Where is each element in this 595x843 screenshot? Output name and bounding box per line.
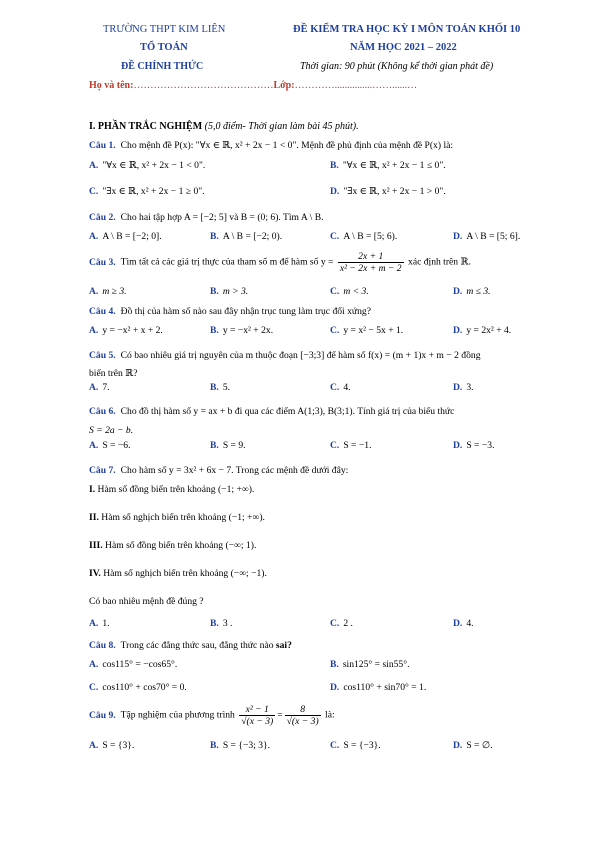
text-span: m ≤ 3.: [466, 286, 491, 297]
text-span: A \ B = [5; 6].: [466, 231, 521, 242]
text-span: Câu 7.: [89, 465, 116, 476]
text-span: S = −3.: [466, 440, 495, 451]
q8-option-b: [330, 659, 409, 670]
text-span: D.: [453, 440, 463, 451]
q2-option-c: [330, 231, 397, 242]
text-span: A.: [89, 325, 99, 336]
text-span: S = −6.: [102, 440, 131, 451]
text-span: xác định trên ℝ.: [408, 256, 471, 268]
text-span: S = {−3}.: [343, 740, 381, 751]
text-span: I.: [89, 484, 96, 495]
text-span: Có bao nhiêu giá trị nguyên của m thuộc đoạn [−3;3] để hàm số f(x) = (m + 1)x + m − 2 đồng: [120, 350, 481, 361]
official-label: ĐỀ CHÍNH THỨC: [121, 61, 204, 72]
text-span: IV.: [89, 568, 101, 579]
q3-option-d: [453, 286, 491, 297]
text-span: D.: [453, 382, 463, 393]
q7-option-d: [453, 618, 474, 629]
name-label: Họ và tên:: [89, 80, 134, 91]
text-span: B.: [210, 382, 219, 393]
text-span: √(x − 3): [286, 716, 319, 727]
q2-option-b: [210, 231, 282, 242]
text-span: Hàm số nghịch biến trên khoảng (−1; +∞).: [101, 512, 265, 523]
text-span: A.: [89, 659, 99, 670]
school-year: NĂM HỌC 2021 – 2022: [350, 42, 457, 53]
text-span: S = ∅.: [466, 740, 493, 751]
text-span: "∀x ∈ ℝ, x² + 2x − 1 ≤ 0".: [342, 160, 446, 171]
question-2: [89, 212, 324, 223]
text-span: B.: [330, 659, 339, 670]
q9-option-d: [453, 740, 493, 751]
text-span: C.: [89, 186, 99, 197]
text-span: C.: [330, 382, 340, 393]
q4-option-c: [330, 325, 403, 336]
text-span: C.: [330, 740, 340, 751]
text-span: Cho hàm số y = 3x² + 6x − 7. Trong các mệnh đề dưới đây:: [120, 465, 349, 476]
q4-option-d: [453, 325, 511, 336]
text-span: D.: [453, 325, 463, 336]
text-span: D.: [453, 740, 463, 751]
q5-option-d: [453, 382, 474, 393]
question-1: [89, 140, 453, 151]
q2-option-a: [89, 231, 162, 242]
text-span: 2 .: [343, 618, 353, 629]
text-span: D.: [453, 231, 463, 242]
q9-fraction-right: [285, 704, 321, 727]
text-span: C.: [330, 231, 340, 242]
q4-option-a: [89, 325, 163, 336]
text-span: B.: [210, 231, 219, 242]
q9-option-b: [210, 740, 270, 751]
text-span: Cho hai tập hợp A = [−2; 5] và B = (0; 6). Tìm A \ B.: [120, 212, 324, 223]
text-span: 4.: [466, 618, 474, 629]
text-span: 8: [285, 704, 321, 716]
text-span: m > 3.: [222, 286, 249, 297]
q8-option-a: [89, 659, 177, 670]
text-span: A.: [89, 618, 99, 629]
text-span: 1.: [102, 618, 110, 629]
q3-fraction: [338, 251, 404, 274]
text-span: y = 2x² + 4.: [466, 325, 512, 336]
q9-option-c: [330, 740, 381, 751]
q3-option-a: [89, 286, 127, 297]
text-span: cos115° = −cos65°.: [102, 659, 178, 670]
q7-statement-3: [89, 540, 256, 551]
q3-option-b: [210, 286, 248, 297]
text-span: Câu 2.: [89, 212, 116, 223]
q1-option-b: [330, 160, 446, 171]
question-4: [89, 306, 371, 317]
q4-option-b: [210, 325, 273, 336]
text-span: B.: [210, 286, 219, 297]
q6-option-d: [453, 440, 494, 451]
text-span: A.: [89, 231, 99, 242]
question-3: [89, 251, 471, 274]
question-text: Cho mệnh đề P(x): "∀x ∈ ℝ, x² + 2x − 1 < 0". Mệnh đề phủ định của mệnh đề P(x) là:: [120, 140, 454, 151]
text-span: A.: [89, 740, 99, 751]
department-name: TỔ TOÁN: [140, 42, 188, 53]
text-span: B.: [210, 618, 219, 629]
text-span: Hàm số đồng biến trên khoảng (−1; +∞).: [97, 484, 255, 495]
q9-fraction-left: [239, 704, 275, 727]
question-5-line2: biến trên ℝ?: [89, 368, 138, 379]
text-span: Hàm số đồng biến trên khoảng (−∞; 1).: [105, 540, 257, 551]
text-span: 3.: [466, 382, 474, 393]
text-span: S = {−3; 3}.: [222, 740, 271, 751]
q1-option-c: [89, 186, 205, 197]
text-span: C.: [330, 286, 340, 297]
q5-option-a: [89, 382, 110, 393]
text-span: D.: [330, 186, 340, 197]
q5-option-c: [330, 382, 351, 393]
text-span: y = −x² + x + 2.: [102, 325, 163, 336]
class-label: Lớp:: [273, 80, 295, 91]
text-span: A.: [89, 160, 99, 171]
class-dots: …………...............……......…: [294, 80, 418, 91]
exam-duration: Thời gian: 90 phút (Không kể thời gian phát đề): [300, 61, 494, 72]
text-span: A.: [89, 382, 99, 393]
text-span: 2x + 1: [338, 251, 404, 263]
text-span: Hàm số nghịch biến trên khoảng (−∞; −1).: [103, 568, 267, 579]
q7-question-line: Có bao nhiêu mệnh đề đúng ?: [89, 596, 204, 607]
text-span: Câu 8.: [89, 640, 116, 651]
text-span: Cho đồ thị hàm số y = ax + b đi qua các điểm A(1;3), B(3;1). Tính giá trị của biểu thức: [120, 406, 455, 417]
q8-option-d: [330, 682, 426, 693]
q1-option-d: [330, 186, 446, 197]
text-span: D.: [453, 286, 463, 297]
text-span: Câu 4.: [89, 306, 116, 317]
text-span: A.: [89, 286, 99, 297]
text-span: C.: [89, 682, 99, 693]
text-span: A.: [89, 440, 99, 451]
text-span: D.: [330, 682, 340, 693]
text-span: A \ B = [−2; 0].: [102, 231, 162, 242]
school-name: TRƯỜNG THPT KIM LIÊN: [103, 24, 226, 35]
question-label: Câu 1.: [89, 140, 116, 151]
q9-option-a: [89, 740, 134, 751]
q6-option-c: [330, 440, 371, 451]
question-6: [89, 406, 454, 417]
text-span: II.: [89, 512, 99, 523]
q7-statement-2: [89, 512, 265, 523]
q2-option-d: [453, 231, 520, 242]
q3-option-c: [330, 286, 369, 297]
text-span: Đồ thị của hàm số nào sau đây nhận trục tung làm trục đối xứng?: [120, 306, 371, 317]
text-span: 5.: [222, 382, 231, 393]
text-span: B.: [330, 160, 339, 171]
text-span: Tìm tất cả các giá trị thực của tham số m để hàm số y =: [120, 256, 334, 268]
text-span: cos110° + cos70° = 0.: [102, 682, 187, 693]
text-span: S = 9.: [222, 440, 246, 451]
q8-option-c: [89, 682, 187, 693]
question-9: [89, 704, 335, 727]
text-span: sin125° = sin55°.: [342, 659, 410, 670]
q6-option-a: [89, 440, 130, 451]
text-span: Câu 6.: [89, 406, 116, 417]
q7-statement-4: [89, 568, 267, 579]
text-span: Trong các đẳng thức sau, đẳng thức nào: [120, 640, 276, 651]
text-span: 4.: [343, 382, 351, 393]
question-7: [89, 465, 348, 476]
text-span: Câu 5.: [89, 350, 116, 361]
q5-option-b: [210, 382, 230, 393]
text-span: √(x − 3): [241, 716, 274, 727]
text-span: S = −1.: [343, 440, 372, 451]
text-span: là:: [325, 709, 335, 721]
text-span: B.: [210, 740, 219, 751]
text-span: y = x² − 5x + 1.: [343, 325, 404, 336]
text-span: A \ B = [5; 6).: [343, 231, 398, 242]
text-span: cos110° + sin70° = 1.: [343, 682, 427, 693]
text-span: x² − 1: [239, 704, 275, 716]
section-title: I. PHẦN TRẮC NGHIỆM: [89, 121, 203, 132]
text-span: S = {3}.: [102, 740, 135, 751]
text-span: B.: [210, 440, 219, 451]
text-span: sai?: [275, 640, 292, 651]
text-span: C.: [330, 325, 340, 336]
q1-option-a: [89, 160, 205, 171]
text-span: y = −x² + 2x.: [222, 325, 274, 336]
text-span: "∃x ∈ ℝ, x² + 2x − 1 > 0".: [343, 186, 446, 197]
text-span: "∃x ∈ ℝ, x² + 2x − 1 ≥ 0".: [102, 186, 205, 197]
text-span: "∀x ∈ ℝ, x² + 2x − 1 < 0".: [102, 160, 206, 171]
name-dots: ……………………………………: [133, 80, 274, 91]
section-heading: [89, 121, 359, 132]
text-span: Câu 3.: [89, 256, 116, 268]
text-span: D.: [453, 618, 463, 629]
q6-option-b: [210, 440, 246, 451]
text-span: m < 3.: [343, 286, 369, 297]
text-span: A \ B = [−2; 0).: [222, 231, 283, 242]
text-span: B.: [210, 325, 219, 336]
text-span: =: [277, 709, 283, 721]
text-span: Câu 9.: [89, 709, 116, 721]
q7-option-a: [89, 618, 110, 629]
section-note: (5,0 điểm- Thời gian làm bài 45 phút).: [202, 121, 359, 132]
text-span: m ≥ 3.: [102, 286, 127, 297]
q7-option-c: [330, 618, 353, 629]
text-span: C.: [330, 618, 340, 629]
text-span: x² − 2x + m − 2: [339, 263, 402, 274]
text-span: C.: [330, 440, 340, 451]
text-span: 3 .: [222, 618, 233, 629]
text-span: Tập nghiệm của phương trình: [120, 709, 235, 721]
question-6-line2: S = 2a − b.: [89, 425, 134, 436]
text-span: 7.: [102, 382, 110, 393]
exam-title: ĐỀ KIỂM TRA HỌC KỲ I MÔN TOÁN KHỐI 10: [293, 24, 521, 35]
student-info-line: [89, 80, 417, 91]
question-8: [89, 640, 292, 651]
question-5: [89, 350, 481, 361]
text-span: III.: [89, 540, 103, 551]
q7-option-b: [210, 618, 232, 629]
q7-statement-1: [89, 484, 254, 495]
